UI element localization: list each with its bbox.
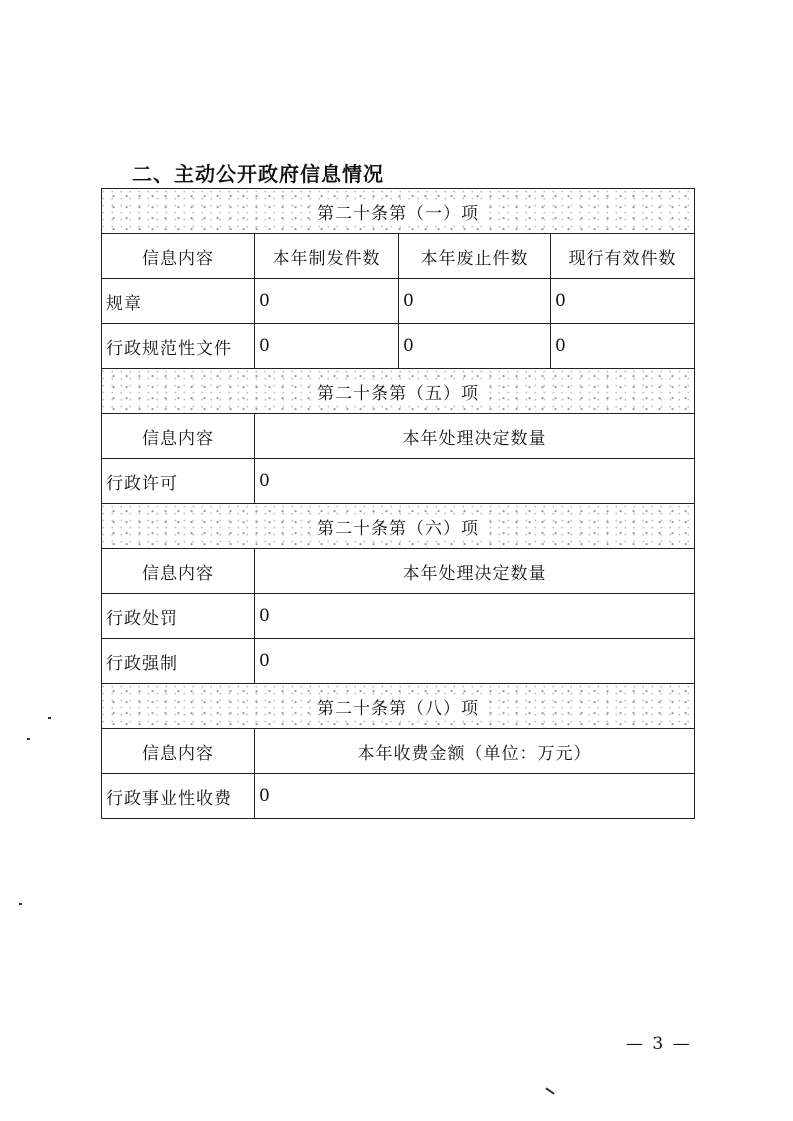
- header-cell: 信息内容: [102, 414, 255, 459]
- row-value: 0: [255, 639, 695, 684]
- section-title: 第二十条第（五）项: [102, 369, 695, 414]
- row-value: 0: [551, 324, 695, 369]
- section-title: 第二十条第（八）项: [102, 684, 695, 729]
- section-title-row: [102, 504, 695, 549]
- row-value: 0: [399, 324, 551, 369]
- row-label: 规章: [102, 279, 255, 324]
- table-row: [102, 774, 695, 819]
- section-title-row: [102, 189, 695, 234]
- section-title: 第二十条第（一）项: [102, 189, 695, 234]
- header-row: [102, 414, 695, 459]
- header-cell: 本年处理决定数量: [255, 549, 695, 594]
- section-title-row: [102, 369, 695, 414]
- header-cell: 信息内容: [102, 549, 255, 594]
- section-title: 第二十条第（六）项: [102, 504, 695, 549]
- header-cell: 本年收费金额（单位：万元）: [255, 729, 695, 774]
- row-value: 0: [255, 459, 695, 504]
- row-label: 行政处罚: [102, 594, 255, 639]
- row-value: 0: [255, 279, 399, 324]
- header-cell: 本年处理决定数量: [255, 414, 695, 459]
- scan-speck: [19, 903, 22, 905]
- header-cell: 本年制发件数: [255, 234, 399, 279]
- table-row: [102, 324, 695, 369]
- header-row: [102, 234, 695, 279]
- government-info-table: [101, 188, 695, 819]
- row-value: 0: [255, 774, 695, 819]
- row-label: 行政事业性收费: [102, 774, 255, 819]
- row-label: 行政强制: [102, 639, 255, 684]
- header-row: [102, 729, 695, 774]
- header-cell: 信息内容: [102, 729, 255, 774]
- header-row: [102, 549, 695, 594]
- row-value: 0: [551, 279, 695, 324]
- row-label: 行政许可: [102, 459, 255, 504]
- scan-speck: [545, 1087, 554, 1094]
- row-value: 0: [255, 324, 399, 369]
- table-row: [102, 594, 695, 639]
- scan-speck: [48, 717, 51, 719]
- table-row: [102, 639, 695, 684]
- table-row: [102, 459, 695, 504]
- page-number: — 3 —: [626, 1034, 692, 1054]
- row-label: 行政规范性文件: [102, 324, 255, 369]
- row-value: 0: [399, 279, 551, 324]
- header-cell: 本年废止件数: [399, 234, 551, 279]
- section-heading: 二、主动公开政府信息情况: [132, 162, 384, 186]
- header-cell: 信息内容: [102, 234, 255, 279]
- section-title-row: [102, 684, 695, 729]
- row-value: 0: [255, 594, 695, 639]
- scan-speck: [27, 738, 30, 740]
- table-row: [102, 279, 695, 324]
- header-cell: 现行有效件数: [551, 234, 695, 279]
